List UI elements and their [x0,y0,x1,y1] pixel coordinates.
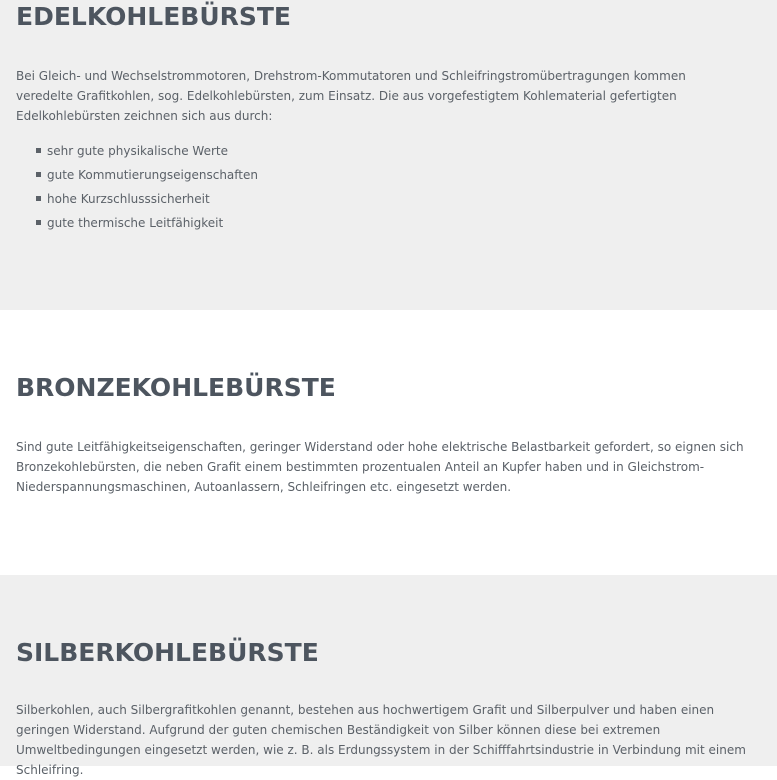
list-item [36,187,258,211]
list-item-label: sehr gute physikalische Werte [47,144,229,158]
list-item [36,211,258,235]
list-item [36,163,258,187]
section-text: Bei Gleich- und Wechselstrommotoren, Drehstrom-Kommutatoren und Schleifringstromübertragungen kommen veredelte Grafitkohlen, sog. Edelkohlebürsten, zum Einsatz. Die aus vorgefestigtem Kohlematerial gefertigten Edelkohlebürsten zeichnen sich aus durch: [16,69,686,123]
section-edelkohlebuerste [0,0,777,310]
section-bronzekohlebuerste [0,310,777,575]
list-item [36,139,258,163]
section-title: BRONZEKOHLEBÜRSTE [16,373,336,402]
list-item-label: gute thermische Leitfähigkeit [47,216,224,230]
section-title: SILBERKOHLEBÜRSTE [16,638,319,667]
list-item-label: hohe Kurzschlusssicherheit [47,192,210,206]
bullet-icon [36,148,41,153]
list-item-label: gute Kommutierungseigenschaften [47,168,258,182]
bullet-icon [36,172,41,177]
section-silberkohlebuerste [0,575,777,777]
section-title: EDELKOHLEBÜRSTE [16,2,292,31]
section-text: Sind gute Leitfähigkeitseigenschaften, geringer Widerstand oder hohe elektrische Belastbarkeit gefordert, so eignen sich Bronzekohlebürsten, die neben Grafit einem bestimmten prozentualen Anteil an Kupfer haben und in Gleichstrom-Niederspannungsmaschinen, Autoanlassern, Schleifringen etc. eingesetzt werden. [16,440,744,494]
bullet-icon [36,220,41,225]
section-text: Silberkohlen, auch Silbergrafitkohlen genannt, bestehen aus hochwertigem Grafit und Silberpulver und haben einen geringen Widerstand. Aufgrund der guten chemischen Beständigkeit von Silber können diese bei extremen Umweltbedingungen eingesetzt werden, wie z. B. als Erdungssystem in der Schifffahrtsindustrie in Verbindung mit einem Schleifring. [16,703,746,777]
bullet-icon [36,196,41,201]
feature-list [36,139,258,235]
